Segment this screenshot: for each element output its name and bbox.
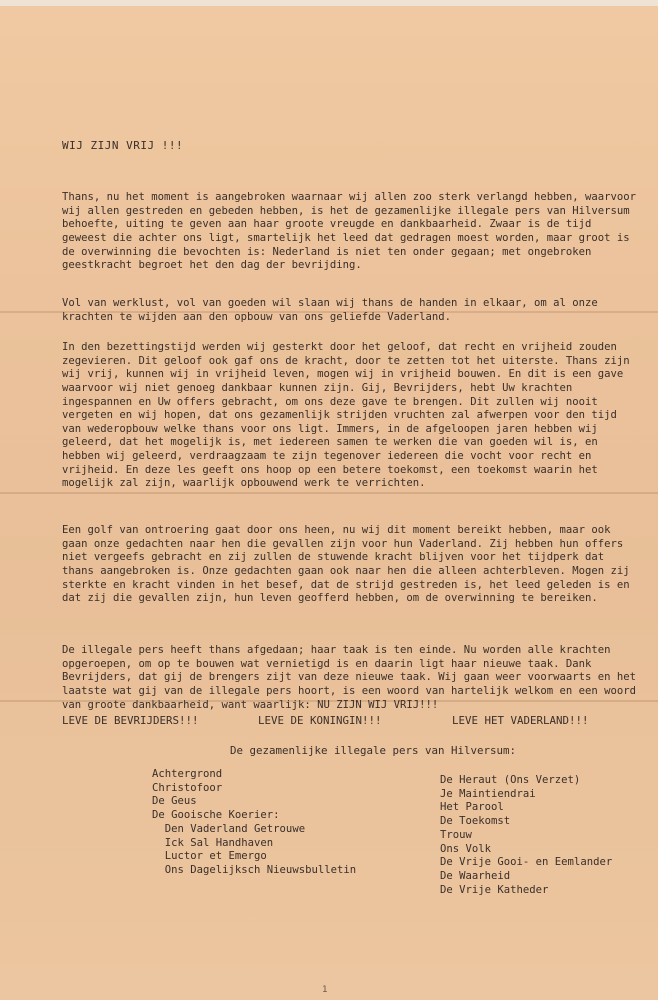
list-item: De Vrije Gooi- en Eemlander [440, 856, 613, 869]
page-mark: 1 [322, 985, 328, 995]
list-item: Luctor et Emergo [152, 850, 267, 863]
list-item: Achtergrond [152, 768, 223, 780]
paragraph-3 [62, 314, 642, 518]
list-item: Christofoor [152, 781, 223, 794]
list-item: Het Parool [440, 801, 504, 814]
cheer-queen: LEVE DE KONINGIN!!! [258, 714, 382, 727]
newspaper-list-right [440, 774, 612, 897]
list-item: De Heraut (Ons Verzet) [440, 774, 581, 786]
list-item: De Geus [152, 795, 197, 808]
list-item: De Vrije Katheder [440, 883, 549, 896]
paragraph-text: Thans, nu het moment is aangebroken waarnaar wij allen zoo sterk verlangd hebben, waarvoor wij allen gestreden en gebeden hebben, is het de gezamenlijke illegale pers van Hilversum behoefte, uiting te geven aan haar groote vreugde en dankbaarheid. Zwaar is de tijd geweest die achter ons ligt, smartelijk het leed dat gedragen moest worden, maar groot is de overwinning die bevochten is: Nederland is niet ten onder gegaan; met ongebroken geestkracht begroet het den dag der bevrijding. [62, 191, 643, 272]
cheer-fatherland: LEVE HET VADERLAND!!! [452, 714, 589, 727]
list-item: Den Vaderland Getrouwe [152, 822, 306, 835]
paragraph-text: Een golf van ontroering gaat door ons heen, nu wij dit moment bereikt hebben, maar ook gaan onze gedachten naar hen die gevallen zijn voor hun Vaderland. Zij hebben hun offers niet vergeefs gebracht en zij zullen de stuwende kracht blijven voor het tijdperk dat thans aangebroken is. Onze gedachten gaan ook naar hen die alleen achterbleven. Mogen zij sterkte en kracht vinden in het besef, dat de strijd gestreden is, het leed geleden is en dat zij die gevallen zijn, hun leven geofferd hebben, om de overwinning te bereiken. [62, 524, 637, 605]
paragraph-4 [62, 497, 642, 633]
list-item: Je Maintiendrai [440, 787, 536, 800]
list-item: De Waarheid [440, 869, 511, 882]
list-item: Ons Volk [440, 842, 492, 855]
newspaper-list-left [152, 768, 356, 878]
document-title: WIJ ZIJN VRIJ !!! [62, 139, 184, 152]
paper-top-edge [0, 0, 658, 6]
cheer-liberators: LEVE DE BEVRIJDERS!!! [62, 714, 199, 727]
list-item: De Gooische Koerier: [152, 809, 280, 822]
list-item: De Toekomst [440, 815, 511, 828]
paragraph-text: In den bezettingstijd werden wij gesterkt door het geloof, dat recht en vrijheid zouden zegevieren. Dit geloof ook gaf ons de kracht, door te zetten tot het uiterste. Thans zijn wij vrij, kunnen wij in vrijheid leven, mogen wij in vrijheid bouwen. En dit is een gave waarvoor wij niet genoeg dankbaar kunnen zijn. Gij, Bevrijders, hebt Uw krachten ingespannen en Uw offers gebracht, om ons deze gave te brengen. Dit zullen wij nooit vergeten en wij hopen, dat ons gezamenlijk strijden vruchten zal afwerpen voor den tijd van wederopbouw welke thans voor ons ligt. Immers, in de afgeloopen jaren hebben wij geleerd, dat het mogelijk is, met iedereen samen te werken die van goeden wil is, en hebben wij geleerd, verdraagzaam te zijn tegenover iedereen die vocht voor recht en vrijheid. En deze les geeft ons hoop op een betere toekomst, een toekomst waarin het mogelijk zal zijn, waarlijk opbouwend werk te verrichten. [62, 341, 637, 490]
paragraph-text: Vol van werklust, vol van goeden wil slaan wij thans de handen in elkaar, om al onze krachten te wijden aan den opbouw van ons geliefde Vaderland. [62, 297, 605, 323]
list-item: Trouw [440, 828, 472, 841]
list-item: Ick Sal Handhaven [152, 836, 274, 849]
paragraph-text: De illegale pers heeft thans afgedaan; haar taak is ten einde. Nu worden alle krachten opgeroepen, om op te bouwen wat vernietigd is en daarin ligt haar nieuwe taak. Dank Bevrijders, dat gij de brengers zijt van deze nieuwe taak. Wij gaan weer voorwaarts en het laatste wat gij van de illegale pers hoort, is een woord van hartelijk welkom en een woord van groote dankbaarheid, want waarlijk: NU ZIJN WIJ VRIJ!!! [62, 644, 643, 711]
signature-line: De gezamenlijke illegale pers van Hilversum: [230, 744, 517, 757]
list-item: Ons Dagelijksch Nieuwsbulletin [152, 863, 357, 876]
